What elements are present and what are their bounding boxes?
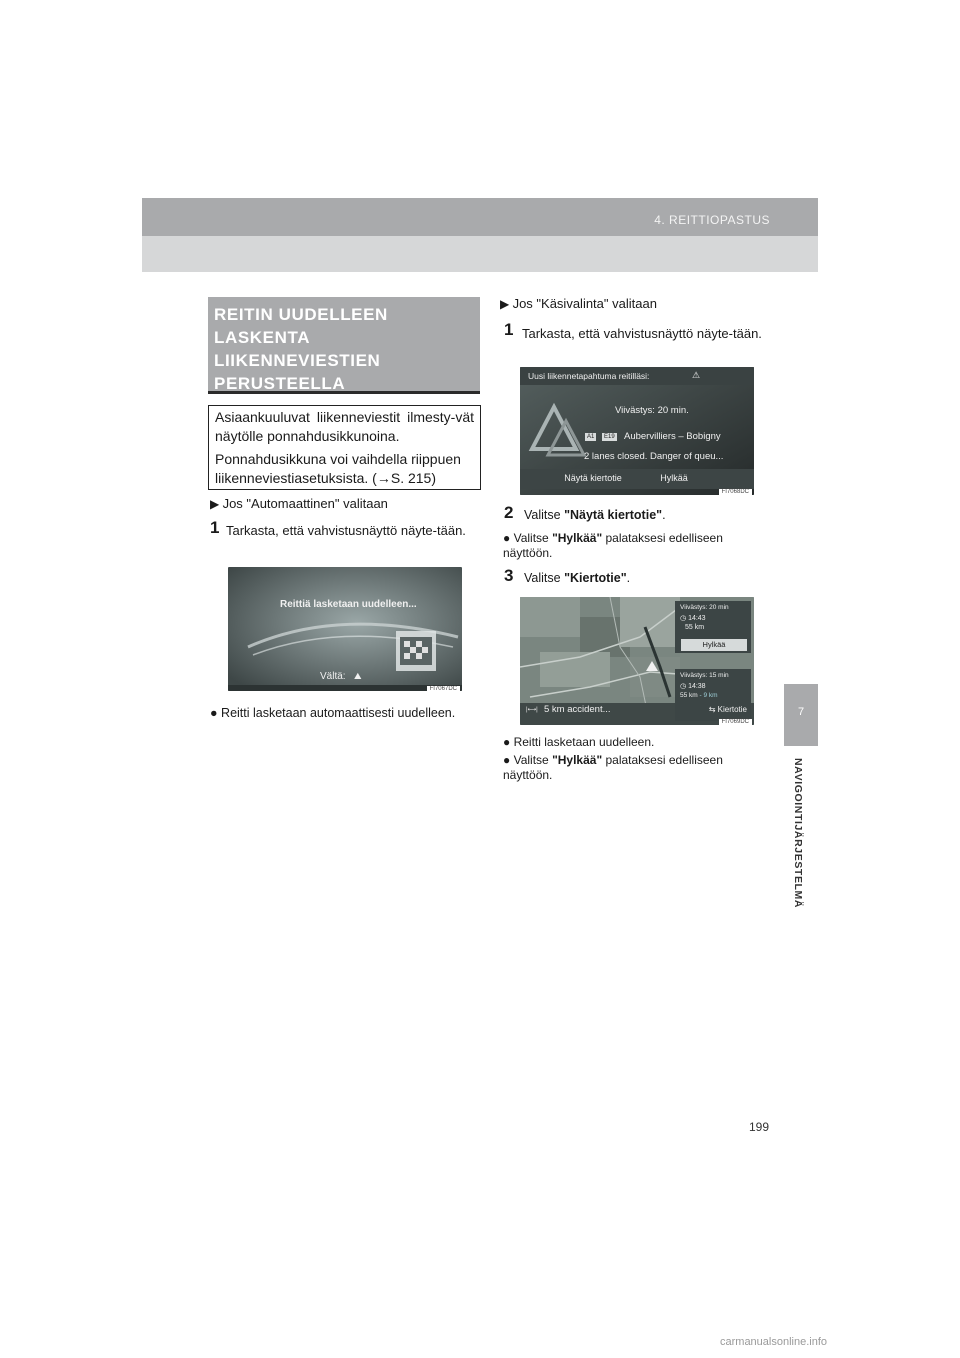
arrow-icon: → (376, 470, 391, 486)
route-panel-1 (675, 601, 751, 653)
figure-code: FI7067DC (427, 686, 460, 691)
road-badge-a: A1 (587, 434, 595, 440)
reject-button[interactable]: Hylkää (681, 639, 747, 651)
show-detour-button[interactable]: Näytä kiertotie (564, 473, 622, 483)
chapter-label: NAVIGOINTIJÄRJESTELMÄ (792, 758, 804, 909)
step-text: Valitse "Kiertotie". (524, 571, 631, 585)
screen-traffic-event (520, 367, 754, 495)
clock-icon: ◷ (680, 683, 687, 690)
route2-delay: Viivästys: 15 min (680, 672, 729, 679)
accident-text: 5 km accident... (544, 704, 611, 715)
header-subbar (142, 236, 818, 272)
bullet-item: ● Valitse "Hylkää" palataksesi edelliseen näyttöön. (503, 753, 723, 782)
step-number: 2 (504, 503, 514, 522)
screen-recalculating (228, 567, 462, 691)
chapter-tab (784, 684, 818, 746)
route1-distance: 55 km (685, 624, 705, 631)
bullet-item: ● Valitse "Hylkää" palataksesi edelliseen näyttöön. (503, 531, 723, 560)
avoid-icon: ⛰ (354, 671, 362, 681)
route-panel-2 (675, 669, 751, 721)
manual-option-line (500, 296, 657, 311)
figure-code: FI7069DC (719, 719, 752, 725)
road-badge-b: E19 (604, 434, 615, 440)
info-paragraph-2: Ponnahdusikkuna voi vaihdella riippuen liikenneviestiasetuksista. (→S. 215) (215, 451, 461, 486)
traffic-icon: |⟷| (526, 707, 538, 713)
section-heading: REITIN UUDELLEEN LASKENTA LIIKENNEVIESTIEN PERUSTEELLA (214, 305, 388, 393)
route2-time-line: ◷ 14:38 (680, 683, 706, 690)
recalc-title: Reittiä lasketaan uudelleen... (280, 599, 417, 610)
triangle-icon: ▶ (500, 297, 510, 311)
bullet-dot-icon: ● (503, 735, 511, 749)
bullet-dot-icon: ● (503, 753, 511, 767)
route1-time-line: ◷ 14:43 (680, 615, 706, 622)
route2-distance-line: 55 km - 9 km (680, 692, 718, 699)
auto-option-line (210, 496, 388, 511)
detour-icon: ⇆ (708, 705, 716, 714)
step-text: Tarkasta, että vahvistusnäyttö näyte-tään. (226, 523, 466, 538)
auto-option-label: Jos "Automaattinen" valitaan (222, 496, 388, 511)
bullet-item: ● Reitti lasketaan automaattisesti uudelleen. (210, 706, 456, 720)
bullet-dot-icon: ● (210, 706, 218, 720)
chapter-number: 7 (797, 706, 805, 718)
event-info-text: 2 lanes closed. Danger of queu... (584, 451, 724, 462)
step-text: Valitse "Näytä kiertotie". (524, 508, 666, 522)
step-number: 1 (210, 518, 220, 537)
triangle-icon: ▶ (210, 497, 220, 511)
reject-button[interactable]: Hylkää (660, 473, 688, 483)
section-title: 4. REITTIOPASTUS (654, 213, 770, 227)
event-title: Uusi liikennetapahtuma reitilläsi: (528, 371, 650, 381)
manual-option-label: Jos "Käsivalinta" valitaan (512, 296, 657, 311)
figure-code: FI7068DC (719, 489, 752, 495)
info-paragraph-1: Asiaankuuluvat liikenneviestit ilmesty-vät näytölle ponnahdusikkunoina. (215, 409, 474, 444)
bullet-item: ● Reitti lasketaan uudelleen. (503, 735, 655, 749)
step-text: Tarkasta, että vahvistusnäyttö näyte-tään. (522, 326, 762, 341)
step-number: 3 (504, 566, 514, 585)
avoid-label: Vältä: (320, 671, 346, 682)
route1-delay: Viivästys: 20 min (680, 604, 729, 611)
clock-icon: ◷ (680, 615, 687, 622)
step-number: 1 (504, 320, 514, 339)
screen-detour-map (520, 597, 754, 725)
delay-text: Viivästys: 20 min. (615, 405, 689, 416)
footer-watermark: carmanualsonline.info (720, 1336, 828, 1348)
info-box (208, 405, 481, 490)
detour-button[interactable]: ⇆ Kiertotie (708, 705, 747, 714)
page-number: 199 (749, 1120, 770, 1134)
location-text: Aubervilliers – Bobigny (624, 431, 721, 442)
bullet-dot-icon: ● (503, 531, 511, 545)
warning-icon: ⚠ (692, 370, 701, 380)
